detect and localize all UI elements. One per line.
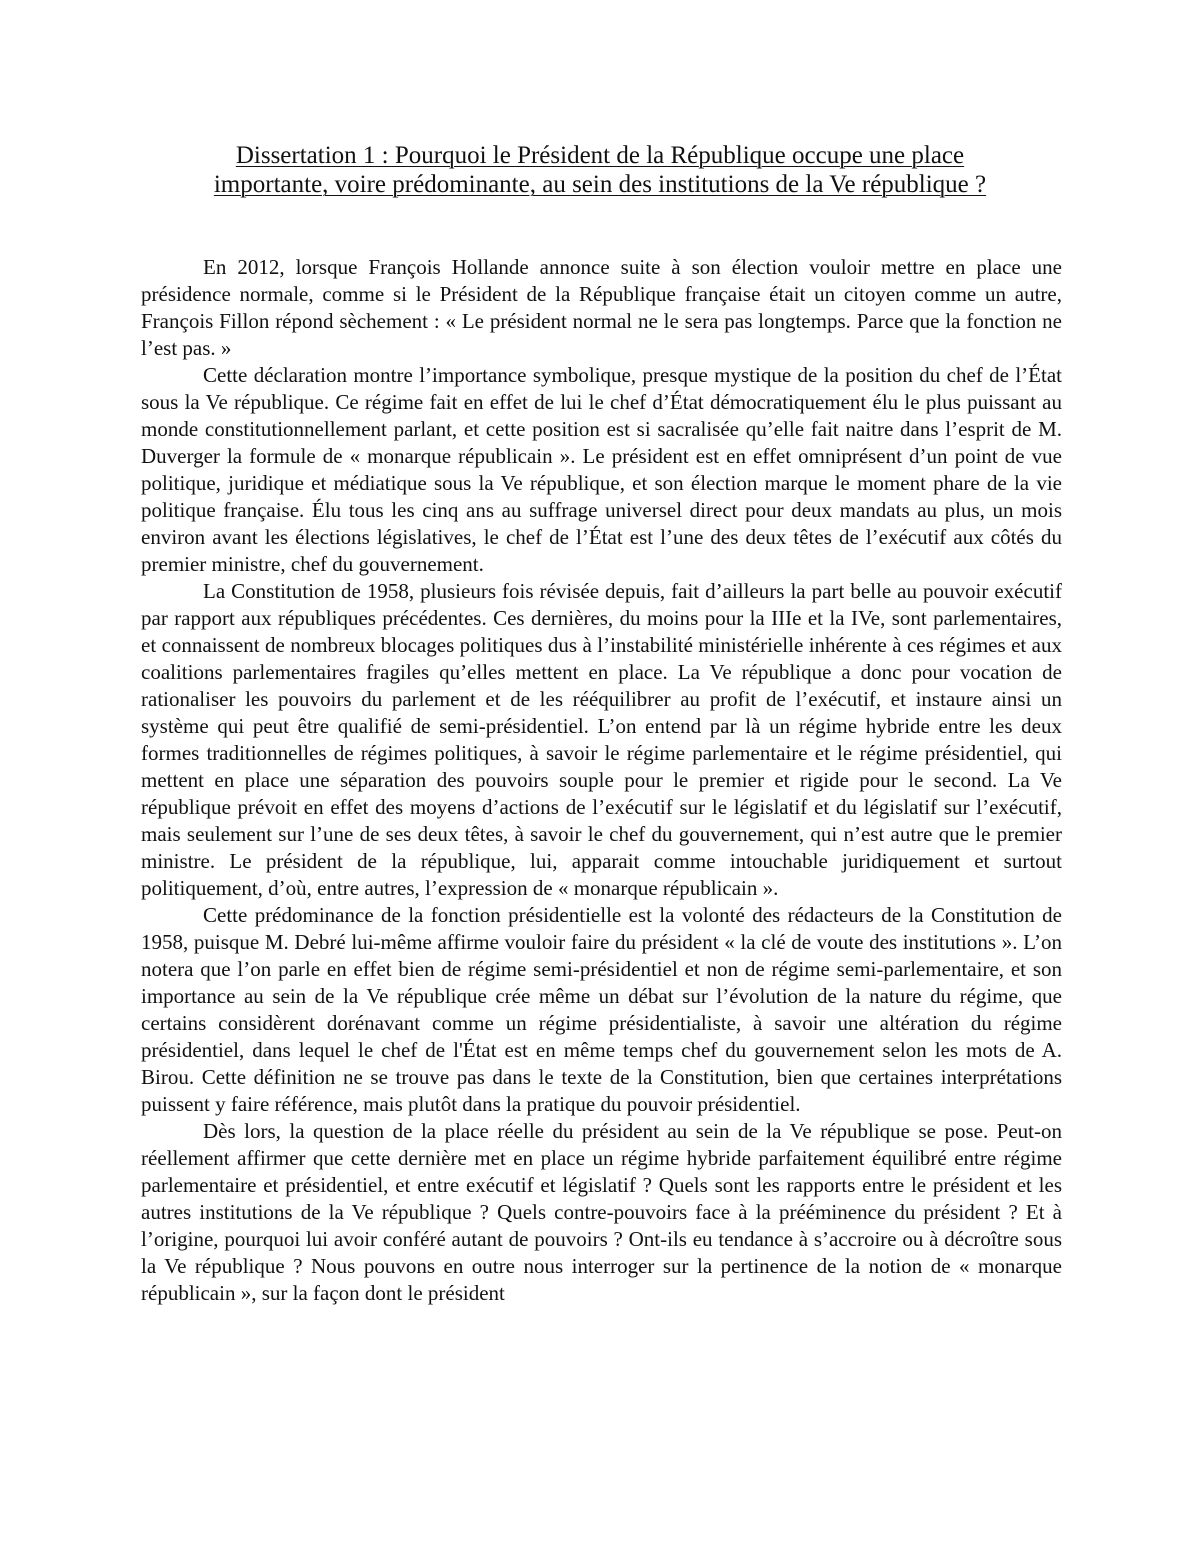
paragraph-1: En 2012, lorsque François Hollande annonce suite à son élection vouloir mettre en place une présidence normale, comme si le Président de la République française était un citoyen comme un autre, François Fillon répond sèchement : « Le président normal ne le sera pas longtemps. Parce que la fonction ne l’est pas. »	[141, 255, 1062, 360]
paragraph-3: La Constitution de 1958, plusieurs fois révisée depuis, fait d’ailleurs la part belle au pouvoir exécutif par rapport aux républiques précédentes. Ces dernières, du moins pour la IIIe et la IVe, sont parlementaires, et connaissent de nombreux blocages politiques dus à l’instabilité ministérielle inhérente à ces régimes et aux coalitions parlementaires fragiles qu’elles mettent en place. La Ve république a donc pour vocation de rationaliser les pouvoirs du parlement et de les rééquilibrer au profit de l’exécutif, et instaure ainsi un système qui peut être qualifié de semi-présidentiel. L’on entend par là un régime hybride entre les deux formes traditionnelles de régimes politiques, à savoir le régime parlementaire et le régime présidentiel, qui mettent en place une séparation des pouvoirs souple pour le premier et rigide pour le second. La Ve république prévoit en effet des moyens d’actions de l’exécutif sur le législatif et du législatif sur l’exécutif, mais seulement sur l’une de ses deux têtes, à savoir le chef du gouvernement, qui n’est autre que le premier ministre. Le président de la république, lui, apparait comme intouchable juridiquement et surtout politiquement, d’où, entre autres, l’expression de « monarque républicain ».	[141, 579, 1062, 900]
paragraph-2: Cette déclaration montre l’importance symbolique, presque mystique de la position du chef de l’État sous la Ve république. Ce régime fait en effet de lui le chef d’État démocratiquement élu le plus puissant au monde constitutionnellement parlant, et cette position est si sacralisée qu’elle fait naitre dans l’esprit de M. Duverger la formule de « monarque républicain ». Le président est en effet omniprésent d’un point de vue politique, juridique et médiatique sous la Ve république, et son élection marque le moment phare de la vie politique française. Élu tous les cinq ans au suffrage universel direct pour deux mandats au plus, un mois environ avant les élections législatives, le chef de l’État est l’une des deux têtes de l’exécutif aux côtés du premier ministre, chef du gouvernement.	[141, 363, 1062, 576]
paragraph-4: Cette prédominance de la fonction présidentielle est la volonté des rédacteurs de la Constitution de 1958, puisque M. Debré lui-même affirme vouloir faire du président « la clé de voute des institutions ». L’on notera que l’on parle en effet bien de régime semi-présidentiel et non de régime semi-parlementaire, et son importance au sein de la Ve république crée même un débat sur l’évolution de la nature du régime, que certains considèrent dorénavant comme un régime présidentialiste, à savoir une altération du régime présidentiel, dans lequel le chef de l'État est en même temps chef du gouvernement selon les mots de A. Birou. Cette définition ne se trouve pas dans le texte de la Constitution, bien que certaines interprétations puissent y faire référence, mais plutôt dans la pratique du pouvoir présidentiel.	[141, 903, 1062, 1116]
paragraph-5: Dès lors, la question de la place réelle du président au sein de la Ve république se pose. Peut-on réellement affirmer que cette dernière met en place un régime hybride parfaitement équilibré entre régime parlementaire et présidentiel, et entre exécutif et législatif ? Quels sont les rapports entre le président et les autres institutions de la Ve république ? Quels contre-pouvoirs face à la prééminence du président ? Et à l’origine, pourquoi lui avoir conféré autant de pouvoirs ? Ont-ils eu tendance à s’accroire ou à décroître sous la Ve république ? Nous pouvons en outre nous interroger sur la pertinence de la notion de « monarque républicain », sur la façon dont le président	[141, 1119, 1062, 1305]
page-title	[100, 141, 1100, 199]
title-line-2: importante, voire prédominante, au sein des institutions de la Ve république ?	[213, 171, 987, 198]
document-body	[141, 254, 1062, 1307]
title-line-1: Dissertation 1 : Pourquoi le Président de la République occupe une place	[235, 142, 965, 169]
